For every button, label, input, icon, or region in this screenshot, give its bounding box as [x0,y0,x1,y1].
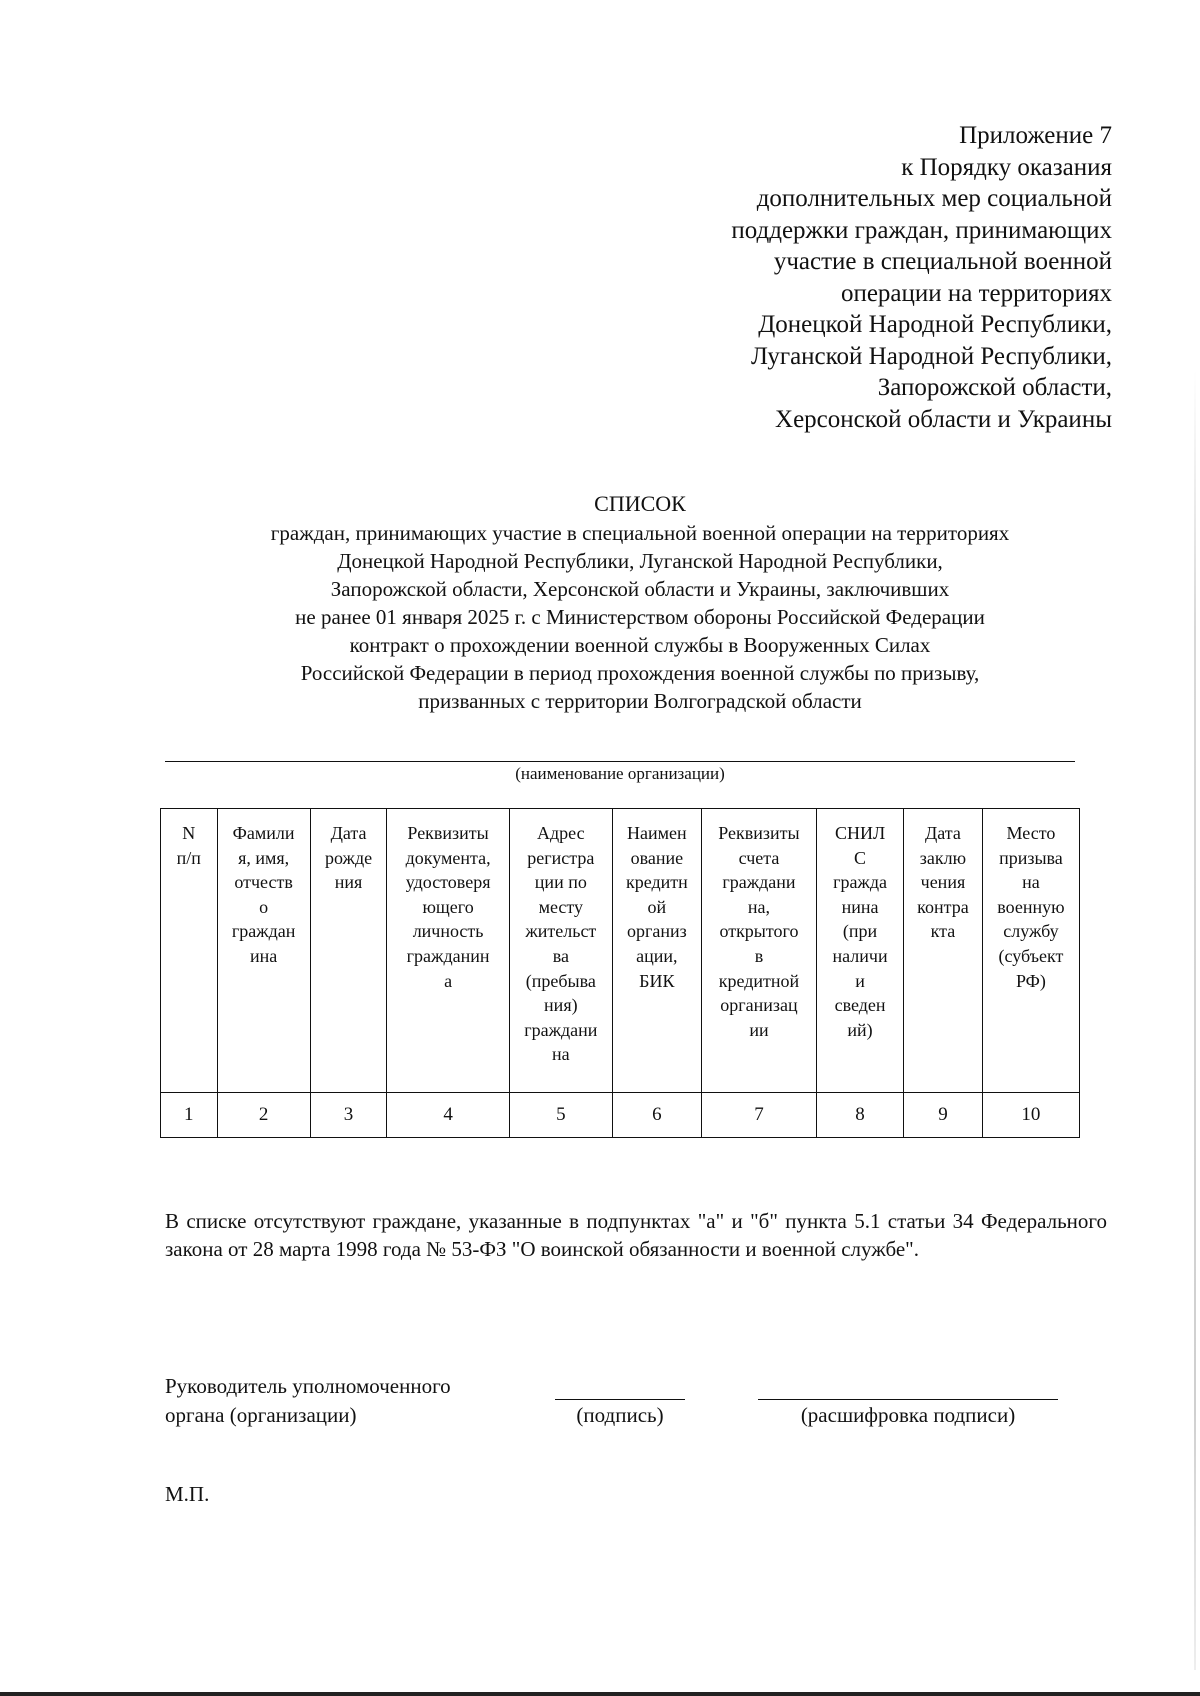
title-line: не ранее 01 января 2025 г. с Министерством обороны Российской Федерации [295,605,985,629]
scan-edge-bottom [0,1692,1200,1696]
note-paragraph: В списке отсутствуют граждане, указанные в подпунктах "а" и "б" пункта 5.1 статьи 34 Федерального закона от 28 марта 1998 года № 53-ФЗ "О воинской обязанности и военной службе". [165,1209,1107,1261]
annex-line: поддержки граждан, принимающих [731,216,1112,244]
signature-caption: (подпись) [576,1403,664,1427]
header-cell-account: Реквизиты счета граждани на, открытого в кредитной организац ии [701,809,816,1093]
title-line: Запорожской области, Херсонской области и Украины, заключивших [330,577,950,601]
header-cell-snils: СНИЛ С гражда нина (при наличи и сведен ий) [817,809,904,1093]
header-cell-number: N п/п [161,809,218,1093]
table-row [161,1093,1080,1138]
header-cell-bank: Наимен ование кредитн ой организ ации, БИК [612,809,701,1093]
column-number-cell: 1 [161,1093,218,1138]
title-line: контракт о прохождении военной службы в Вооруженных Силах [349,633,931,657]
annex-line: дополнительных мер социальной [756,185,1112,212]
title-line: Донецкой Народной Республики, Луганской Народной Республики, [337,549,943,573]
column-number-cell: 10 [982,1093,1079,1138]
annex-line: участие в специальной военной [773,248,1112,275]
header-cell-id-document: Реквизиты документа, удостоверя ющего личность гражданин а [387,809,509,1093]
column-number-cell: 7 [701,1093,816,1138]
header-cell-contract-date: Дата заклю чения контра кта [904,809,983,1093]
header-cell-birth-date: Дата рожде ния [310,809,387,1093]
signature-decode-caption: (расшифровка подписи) [800,1403,1016,1427]
signature-decode-line [758,1399,1058,1400]
annex-line: Донецкой Народной Республики, [758,311,1112,338]
annex-line: Запорожской области, [877,374,1112,401]
signatory-label [165,1372,451,1430]
column-number-cell: 6 [612,1093,701,1138]
annex-line: Херсонской области и Украины [775,405,1112,433]
stamp-label: М.П. [165,1482,210,1506]
header-cell-conscription-place: Место призыва на военную службу (субъект РФ) [982,809,1079,1093]
title-line: призванных с территории Волгоградской области [418,689,862,713]
header-cell-address: Адрес регистра ции по месту жительст ва (пребыва ния) граждани на [509,809,612,1093]
title-line: Российской Федерации в период прохождения военной службы по призыву, [300,661,980,685]
signature-line [555,1399,685,1400]
annex-line: Луганской Народной Республики, [751,342,1112,370]
annex-line: к Порядку оказания [901,153,1112,181]
citizens-table [160,808,1080,1138]
column-number-cell: 9 [904,1093,983,1138]
scan-edge-shadow [1194,370,1196,1670]
annex-line: операции на территориях [840,279,1112,307]
annex-line: Приложение 7 [959,122,1112,149]
title-head: СПИСОК [594,491,686,516]
column-number-cell: 4 [387,1093,509,1138]
column-number-cell: 8 [817,1093,904,1138]
column-number-cell: 3 [310,1093,387,1138]
title-line: граждан, принимающих участие в специальной военной операции на территориях [270,521,1010,545]
organization-name-line [165,761,1075,762]
column-number-cell: 2 [217,1093,310,1138]
table-header-row [161,809,1080,1093]
annex-header [731,120,1112,435]
document-title [200,490,1080,715]
column-number-cell: 5 [509,1093,612,1138]
header-cell-full-name: Фамили я, имя, отчеств о граждан ина [217,809,310,1093]
signatory-label-line: органа (организации) [165,1403,357,1427]
signatory-label-line: Руководитель уполномоченного [165,1374,451,1398]
organization-caption: (наименование организации) [515,764,725,783]
